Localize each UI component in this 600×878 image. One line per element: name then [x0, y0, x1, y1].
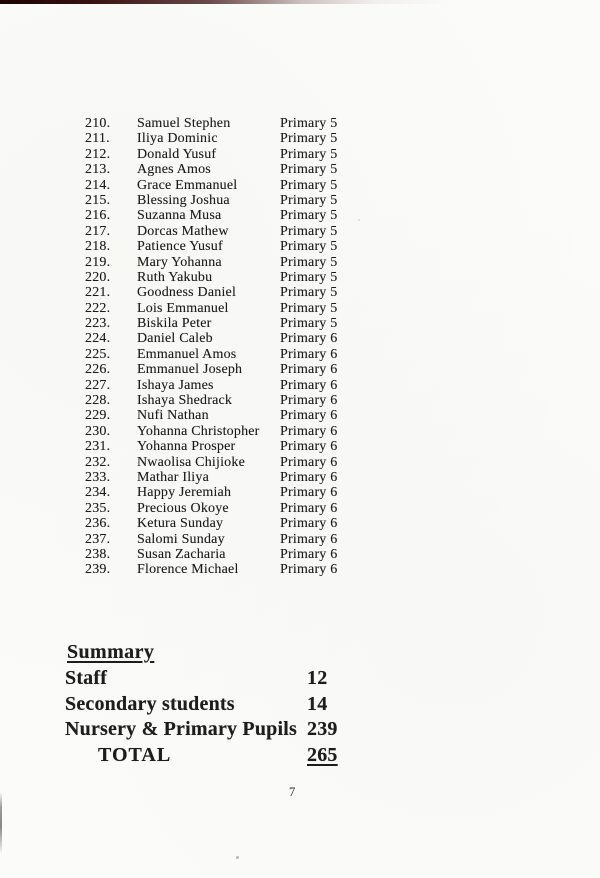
roster-row-class: Primary 6	[280, 546, 338, 562]
roster-row-name: Ketura Sunday	[137, 516, 224, 532]
roster-row	[85, 162, 337, 177]
roster-row-number: 232.	[85, 454, 111, 470]
roster-row-number: 236.	[85, 516, 111, 532]
roster-row-class: Primary 6	[280, 393, 338, 409]
roster-row-class: Primary 5	[280, 285, 338, 301]
roster-row-class: Primary 6	[280, 423, 338, 439]
summary-row-value: 12	[307, 667, 328, 689]
roster-row-number: 211.	[85, 131, 110, 147]
roster-row-name: Iliya Dominic	[137, 131, 218, 147]
roster-row-class: Primary 5	[280, 177, 338, 193]
roster-row	[85, 331, 337, 346]
roster-row-name: Ishaya Shedrack	[137, 393, 233, 409]
roster-row-number: 218.	[85, 239, 111, 255]
roster-row-class: Primary 6	[280, 346, 338, 362]
roster-row-number: 210.	[85, 116, 111, 131]
summary-section	[65, 641, 395, 768]
roster-row-number: 216.	[85, 208, 111, 224]
roster-row	[85, 470, 337, 485]
roster-row-number: 234.	[85, 485, 111, 501]
roster-row-number: 227.	[85, 377, 111, 393]
roster-row	[85, 347, 337, 362]
roster-row-number: 214.	[85, 177, 111, 193]
roster-row-name: Donald Yusuf	[137, 146, 217, 162]
roster-row-name: Samuel Stephen	[137, 116, 231, 131]
roster-row	[85, 501, 337, 516]
roster-row-name: Nufi Nathan	[137, 408, 209, 424]
roster-row-name: Precious Okoye	[137, 500, 229, 516]
roster-row-class: Primary 5	[280, 131, 338, 147]
roster-row-class: Primary 5	[280, 208, 338, 224]
summary-total-label: TOTAL	[98, 743, 172, 766]
roster-row-class: Primary 6	[280, 500, 338, 516]
roster-row-name: Happy Jeremiah	[137, 485, 232, 501]
roster-row	[85, 116, 337, 131]
roster-row-class: Primary 5	[280, 162, 338, 178]
roster-row-class: Primary 6	[280, 362, 338, 378]
summary-row	[65, 717, 395, 743]
roster-row-name: Mathar Iliya	[137, 469, 209, 485]
roster-row	[85, 285, 337, 300]
roster-row-number: 221.	[85, 285, 111, 301]
roster-row-name: Nwaolisa Chijioke	[137, 454, 245, 470]
roster-row	[85, 424, 337, 439]
roster-row-name: Agnes Amos	[137, 162, 211, 178]
summary-total-value: 265	[307, 743, 338, 766]
summary-row	[65, 666, 395, 692]
roster-row-number: 235.	[85, 500, 111, 516]
roster-row-name: Emmanuel Joseph	[137, 362, 243, 378]
roster-row	[85, 378, 337, 393]
scan-edge-top	[0, 0, 600, 4]
page-number: 7	[289, 785, 296, 799]
roster-row-name: Ruth Yakubu	[137, 269, 213, 285]
summary-row-value: 14	[307, 692, 328, 715]
roster-row-number: 220.	[85, 269, 111, 285]
roster-row-class: Primary 5	[280, 300, 338, 316]
roster-row-class: Primary 6	[280, 516, 338, 532]
roster-row	[85, 301, 337, 316]
roster-row-class: Primary 6	[280, 331, 338, 347]
roster-row-number: 238.	[85, 546, 111, 562]
roster-row	[85, 178, 337, 193]
roster-row-name: Daniel Caleb	[137, 331, 213, 347]
summary-rows	[65, 666, 395, 743]
roster-row-number: 239.	[85, 562, 111, 578]
summary-row-value: 239	[307, 718, 338, 741]
roster-row-number: 230.	[85, 423, 111, 439]
roster-row	[85, 362, 337, 377]
summary-total-row	[65, 743, 395, 769]
roster-row-class: Primary 6	[280, 531, 338, 547]
roster-row-number: 215.	[85, 192, 111, 208]
roster-row-class: Primary 5	[280, 316, 338, 332]
roster-row-class: Primary 5	[280, 254, 338, 270]
roster-row-number: 237.	[85, 531, 111, 547]
roster-row-class: Primary 6	[280, 454, 338, 470]
roster-row-name: Florence Michael	[137, 562, 239, 578]
roster-row-name: Salomi Sunday	[137, 531, 225, 547]
roster-row-number: 223.	[85, 316, 111, 332]
roster-row-class: Primary 6	[280, 469, 338, 485]
roster-row-class: Primary 5	[280, 116, 338, 131]
roster-row-number: 217.	[85, 223, 111, 239]
roster-row-name: Dorcas Mathew	[137, 223, 229, 239]
roster-row	[85, 147, 337, 162]
roster-row-name: Grace Emmanuel	[137, 177, 238, 193]
roster-row-number: 222.	[85, 300, 111, 316]
roster-row-number: 213.	[85, 162, 111, 178]
roster-row-class: Primary 6	[280, 439, 338, 455]
roster-row-name: Blessing Joshua	[137, 192, 230, 208]
roster-row	[85, 562, 337, 577]
roster-row-class: Primary 6	[280, 377, 338, 393]
roster-row-name: Biskila Peter	[137, 316, 212, 332]
roster-row-class: Primary 6	[280, 485, 338, 501]
summary-row-label: Secondary students	[65, 692, 235, 715]
roster-row-name: Mary Yohanna	[137, 254, 222, 270]
roster-row-number: 219.	[85, 254, 111, 270]
roster-row-number: 212.	[85, 146, 111, 162]
roster-row-class: Primary 5	[280, 269, 338, 285]
roster-row-number: 224.	[85, 331, 111, 347]
roster-row-name: Lois Emmanuel	[137, 300, 229, 316]
summary-row	[65, 692, 395, 718]
roster-row	[85, 239, 337, 254]
roster-row	[85, 255, 337, 270]
roster-row	[85, 439, 337, 454]
roster-row	[85, 131, 337, 146]
roster-row-number: 226.	[85, 362, 111, 378]
roster-row-name: Suzanna Musa	[137, 208, 222, 224]
roster-row-number: 228.	[85, 393, 111, 409]
roster-row-number: 229.	[85, 408, 111, 424]
roster-row-class: Primary 6	[280, 562, 338, 578]
scan-edge-left	[0, 792, 2, 854]
roster-row-name: Yohanna Prosper	[137, 439, 236, 455]
roster-row	[85, 516, 337, 531]
roster-row	[85, 485, 337, 500]
roster-row-name: Susan Zacharia	[137, 546, 226, 562]
roster-row	[85, 408, 337, 423]
roster-row	[85, 532, 337, 547]
scan-speck	[236, 856, 239, 859]
roster-row-class: Primary 5	[280, 192, 338, 208]
scan-speck	[358, 219, 360, 221]
roster-row-number: 225.	[85, 346, 111, 362]
roster-row-number: 231.	[85, 439, 111, 455]
roster-row-name: Emmanuel Amos	[137, 346, 237, 362]
roster-row	[85, 208, 337, 223]
roster-row	[85, 270, 337, 285]
roster-row-class: Primary 5	[280, 239, 338, 255]
roster-row	[85, 547, 337, 562]
roster-row	[85, 224, 337, 239]
roster-row-number: 233.	[85, 469, 111, 485]
roster-row-class: Primary 5	[280, 223, 338, 239]
roster-row-name: Patience Yusuf	[137, 239, 223, 255]
pupil-roster-list	[85, 116, 337, 578]
roster-row-class: Primary 6	[280, 408, 338, 424]
roster-row	[85, 455, 337, 470]
summary-title: Summary	[67, 641, 155, 663]
roster-row-class: Primary 5	[280, 146, 338, 162]
roster-row-name: Yohanna Christopher	[137, 423, 260, 439]
roster-row	[85, 193, 337, 208]
summary-row-label: Nursery & Primary Pupils	[65, 718, 297, 741]
roster-row-name: Goodness Daniel	[137, 285, 237, 301]
roster-row	[85, 393, 337, 408]
roster-row	[85, 316, 337, 331]
roster-row-name: Ishaya James	[137, 377, 214, 393]
summary-row-label: Staff	[65, 667, 108, 689]
